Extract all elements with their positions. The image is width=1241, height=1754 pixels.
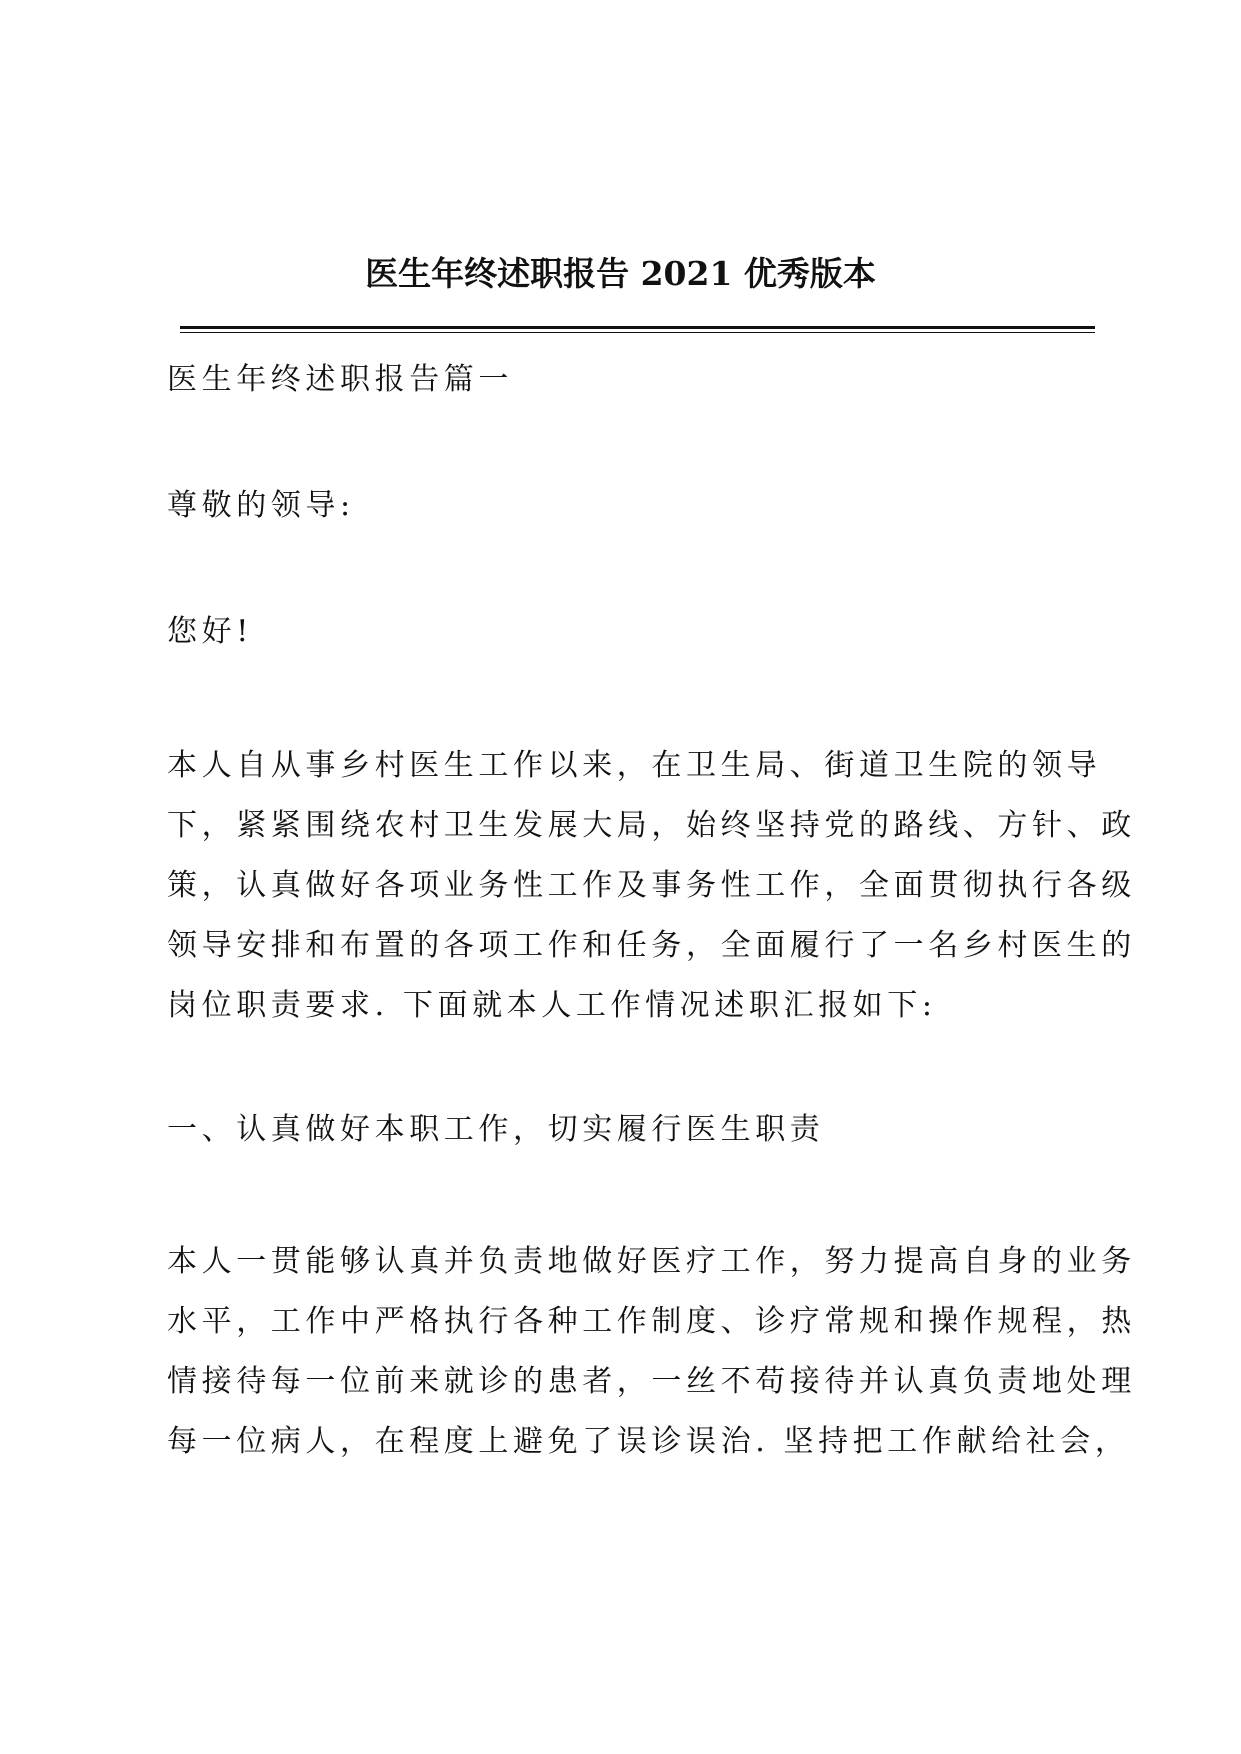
paragraph-line: 每一位病人，在程度上避免了误诊误治. 坚持把工作献给社会， [167,1424,1130,1459]
document-title: 医生年终述职报告 2021 优秀版本 [365,254,876,293]
paragraph-line: 本人自从事乡村医生工作以来，在卫生局、街道卫生院的领导 [167,748,1102,783]
title-divider-thick [180,326,1095,329]
salutation: 尊敬的领导: [167,488,355,523]
paragraph-intro [167,736,1136,1036]
paragraph-line: 水平，工作中严格执行各种工作制度、诊疗常规和操作规程，热 [167,1304,1136,1339]
paragraph-line: 下，紧紧围绕农村卫生发展大局，始终坚持党的路线、方针、政 [167,808,1136,843]
paragraph-duties [167,1232,1136,1472]
section-heading: 医生年终述职报告篇一 [167,362,513,397]
paragraph-line: 情接待每一位前来就诊的患者，一丝不苟接待并认真负责地处理 [167,1364,1136,1399]
greeting: 您好! [167,614,253,649]
subheading-one: 一、认真做好本职工作，切实履行医生职责 [167,1112,825,1147]
paragraph-line: 本人一贯能够认真并负责地做好医疗工作，努力提高自身的业务 [167,1244,1136,1279]
paragraph-line: 岗位职责要求. 下面就本人工作情况述职汇报如下: [167,988,937,1023]
paragraph-line: 领导安排和布置的各项工作和任务，全面履行了一名乡村医生的 [167,928,1136,963]
title-divider-thin [180,332,1095,333]
paragraph-line: 策，认真做好各项业务性工作及事务性工作，全面贯彻执行各级 [167,868,1136,903]
